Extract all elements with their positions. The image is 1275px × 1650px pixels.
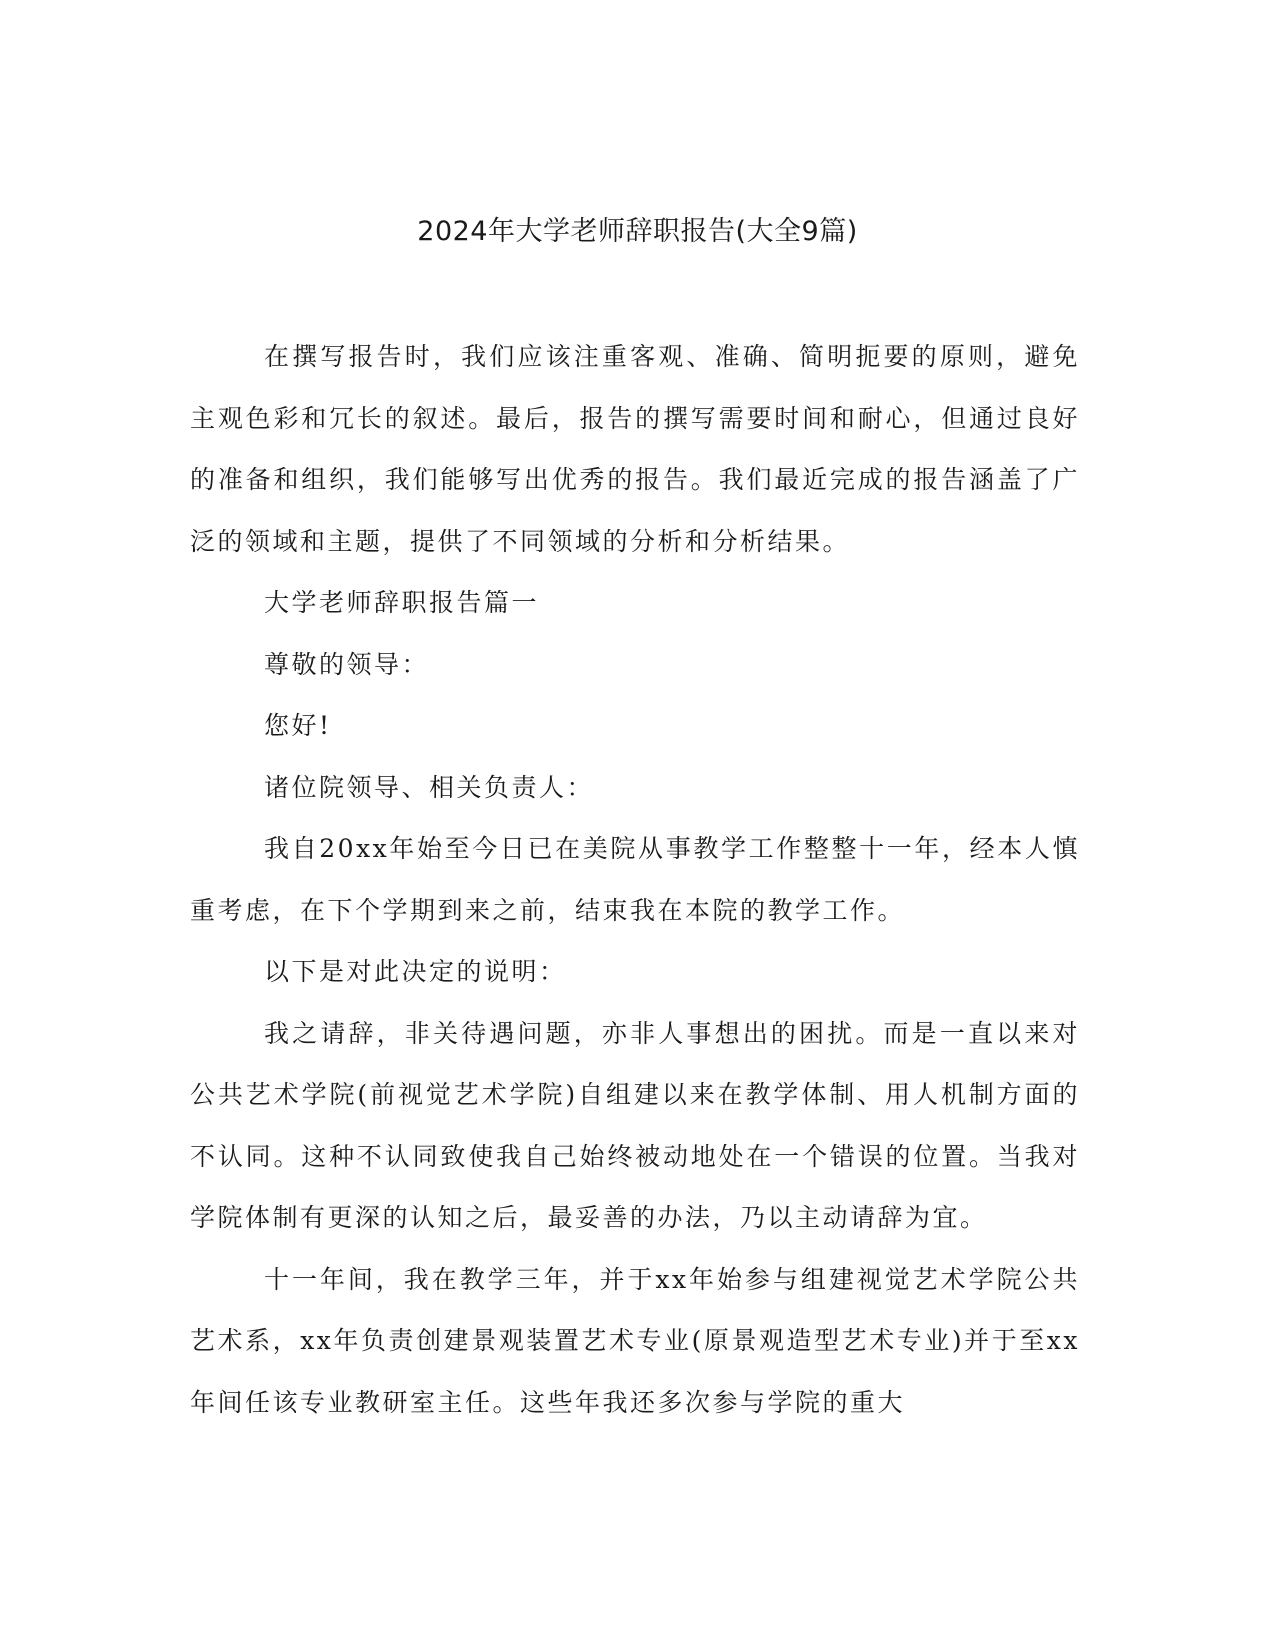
- intro-paragraph: 在撰写报告时，我们应该注重客观、准确、简明扼要的原则，避免主观色彩和冗长的叙述。最后，报告的撰写需要时间和耐心，但通过良好的准备和组织，我们能够写出优秀的报告。我们最近完成的报告涵盖了广泛的领域和主题，提供了不同领域的分析和分析结果。: [190, 342, 1080, 556]
- addressee-line: 诸位院领导、相关负责人：: [264, 772, 595, 802]
- body-paragraph: 十一年间，我在教学三年，并于xx年始参与组建视觉艺术学院公共艺术系，xx年负责创建景观装置艺术专业(原景观造型艺术专业)并于至xx年间任该专业教研室主任。这些年我还多次参与学院的重大: [190, 1264, 1080, 1417]
- body-paragraph: 以下是对此决定的说明：: [264, 957, 567, 986]
- document-body: [190, 326, 1080, 1433]
- greeting: 您好!: [264, 711, 332, 740]
- body-paragraph: 我自20xx年始至今日已在美院从事教学工作整整十一年，经本人慎重考虑，在下个学期到来之前，结束我在本院的教学工作。: [190, 834, 1080, 925]
- salutation: 尊敬的领导：: [264, 649, 430, 679]
- section-heading: 大学老师辞职报告篇一: [264, 588, 540, 617]
- document-title: 2024年大学老师辞职报告(大全9篇): [417, 216, 858, 247]
- body-paragraph: 我之请辞，非关待遇问题，亦非人事想出的困扰。而是一直以来对公共艺术学院(前视觉艺术学院)自组建以来在教学体制、用人机制方面的不认同。这种不认同致使我自己始终被动地处在一个错误的位置。当我对学院体制有更深的认知之后，最妥善的办法，乃以主动请辞为宜。: [190, 1018, 1080, 1232]
